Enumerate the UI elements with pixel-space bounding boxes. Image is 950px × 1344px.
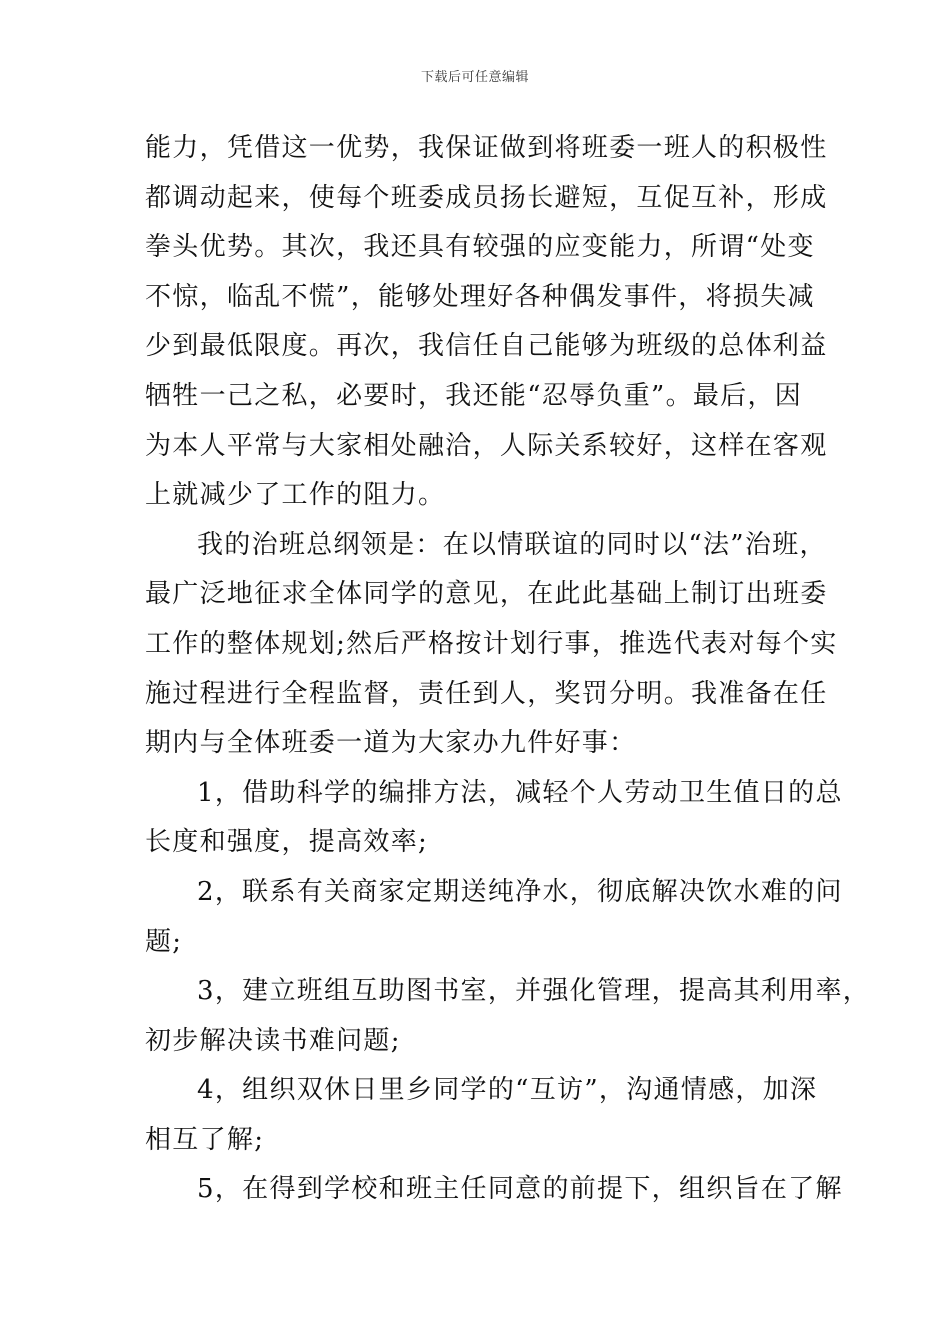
text-line: 期内与全体班委一道为大家办九件好事： <box>145 728 637 759</box>
list-item-2-line: 2，联系有关商家定期送纯净水，彻底解决饮水难的问 <box>197 876 843 907</box>
text-line: 工作的整体规划;然后严格按计划行事，推选代表对每个实 <box>145 628 838 659</box>
text-line: 最广泛地征求全体同学的意见，在此此基础上制订出班委 <box>145 579 828 610</box>
text-line: 能力，凭借这一优势，我保证做到将班委一班人的积极性 <box>145 133 828 163</box>
text-line: 为本人平常与大家相处融洽，人际关系较好，这样在客观 <box>145 430 828 461</box>
text-line: 牺牲一己之私，必要时，我还能“忍辱负重”。最后，因 <box>145 380 803 411</box>
text-line: 不惊，临乱不慌”，能够处理好各种偶发事件，将损失减 <box>145 281 815 312</box>
list-item-5-line: 5，在得到学校和班主任同意的前提下，组织旨在了解 <box>197 1174 843 1205</box>
text-line: 都调动起来，使每个班委成员扬长避短，互促互补，形成 <box>145 182 828 213</box>
text-line: 上就减少了工作的阻力。 <box>145 480 446 511</box>
text-line: 相互了解; <box>145 1124 265 1155</box>
text-line: 拳头优势。其次，我还具有较强的应变能力，所谓“处变 <box>145 232 815 263</box>
paragraph-start-line: 我的治班总纲领是：在以情联谊的同时以“法”治班， <box>197 529 827 560</box>
list-item-4-line: 4，组织双休日里乡同学的“互访”，沟通情感，加深 <box>197 1075 818 1106</box>
text-line: 初步解决读书难问题; <box>145 1025 401 1056</box>
list-item-1-line: 1，借助科学的编排方法，减轻个人劳动卫生值日的总 <box>197 777 843 808</box>
list-item-3-line: 3，建立班组互助图书室，并强化管理，提高其利用率， <box>197 976 871 1007</box>
text-line: 题; <box>145 926 183 957</box>
header-note: 下载后可任意编辑 <box>420 70 529 85</box>
text-line: 施过程进行全程监督，责任到人，奖罚分明。我准备在任 <box>145 678 828 709</box>
document-body <box>145 124 871 1215</box>
text-line: 少到最低限度。再次，我信任自己能够为班级的总体利益 <box>145 331 828 362</box>
text-line: 长度和强度，提高效率; <box>145 827 429 858</box>
